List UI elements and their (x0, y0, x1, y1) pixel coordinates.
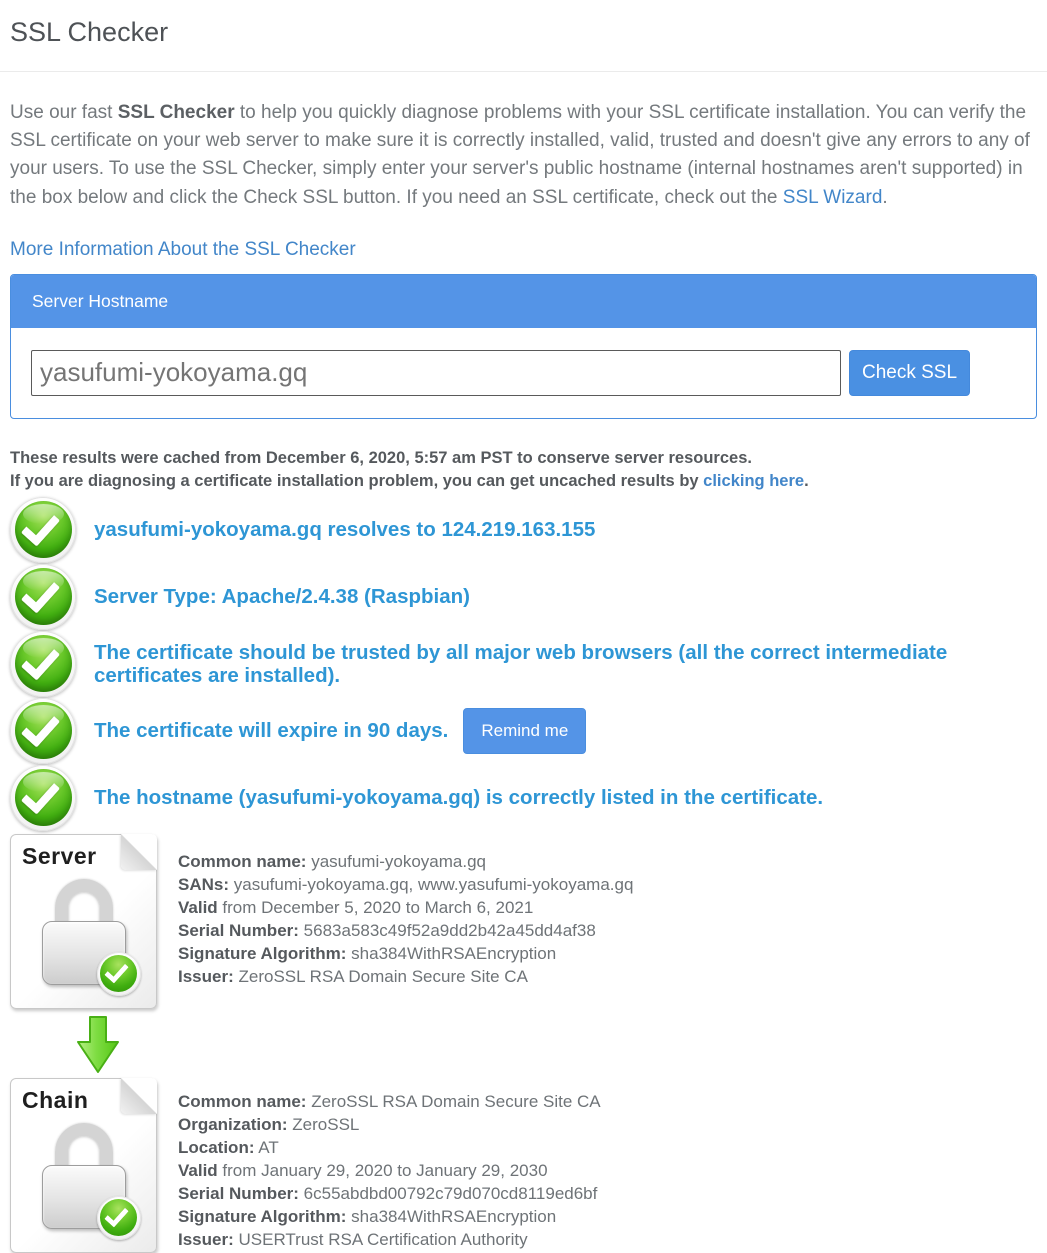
check-row-hostname-listed (10, 765, 1037, 831)
check-text: Server Type: Apache/2.4.38 (Raspbian) (94, 585, 470, 609)
cert-field (178, 965, 633, 988)
field-label: SANs: (178, 874, 230, 894)
field-value: USERTrust RSA Certification Authority (238, 1229, 528, 1249)
field-label: Valid (178, 1160, 218, 1180)
check-success-icon (97, 952, 141, 996)
chain-certificate-details (178, 1078, 601, 1253)
field-value: sha384WithRSAEncryption (351, 943, 557, 963)
cert-field (178, 1136, 601, 1159)
field-label: Organization: (178, 1114, 288, 1134)
field-value: sha384WithRSAEncryption (351, 1206, 557, 1226)
intro-text: Use our fast (10, 102, 118, 123)
chain-certificate-block (10, 1078, 1047, 1253)
field-value: from January 29, 2020 to January 29, 2030 (222, 1160, 548, 1180)
check-row-trusted (10, 631, 1037, 697)
field-label: Common name: (178, 851, 307, 871)
field-value: ZeroSSL RSA Domain Secure Site CA (311, 1091, 601, 1111)
check-success-icon (10, 564, 76, 630)
field-value: 5683a583c49f52a9dd2b42a45dd4af38 (303, 920, 596, 940)
intro-bold: SSL Checker (117, 102, 235, 123)
cert-field (178, 896, 633, 919)
cache-notice-text: . (804, 472, 809, 491)
folded-corner-icon (121, 1078, 157, 1114)
cache-notice-text: If you are diagnosing a certificate installation problem, you can get uncached results by (10, 472, 704, 491)
field-value: yasufumi-yokoyama.gq, www.yasufumi-yokoyama.gq (233, 874, 634, 894)
check-text: The certificate should be trusted by all major web browsers (all the correct intermediate certificates are installed). (94, 640, 948, 687)
intro-text: to help you quickly diagnose problems with your SSL certificate installation. You can verify the SSL certificate on your web server to make sure it is correctly installed, valid, trusted and doesn't give any errors to any of your users. To use the SSL Checker, simply enter your server's public hostname (internal hostnames aren't supported) in the box below and click the Check SSL button. If you need an SSL certificate, check out the (10, 102, 1030, 208)
padlock-icon (42, 1123, 126, 1229)
cert-field (178, 873, 633, 896)
field-value: from December 5, 2020 to March 6, 2021 (222, 897, 534, 917)
cert-field (178, 1182, 601, 1205)
field-label: Location: (178, 1137, 255, 1157)
cache-notice-line2 (10, 470, 1037, 494)
hostname-panel-header: Server Hostname (11, 275, 1036, 328)
chain-certificate-icon (10, 1078, 157, 1253)
more-info-link[interactable]: More Information About the SSL Checker (10, 238, 356, 260)
field-value: yasufumi-yokoyama.gq (311, 851, 487, 871)
check-success-icon (97, 1196, 141, 1240)
cache-notice-line1: These results were cached from December 6, 2020, 5:57 am PST to conserve server resources. (10, 448, 752, 467)
title-divider (0, 71, 1047, 72)
remind-me-button[interactable]: Remind me (463, 708, 586, 754)
page-title: SSL Checker (10, 17, 169, 47)
field-label: Issuer: (178, 1229, 234, 1249)
server-certificate-block (10, 834, 1047, 1009)
cert-field (178, 1228, 601, 1251)
cert-field (178, 919, 633, 942)
cert-field (178, 1090, 601, 1113)
check-text: yasufumi-yokoyama.gq resolves to 124.219.163.155 (94, 518, 596, 542)
field-label: Serial Number: (178, 920, 299, 940)
field-label: Signature Algorithm: (178, 1206, 347, 1226)
cert-field (178, 850, 633, 873)
cert-field (178, 1205, 601, 1228)
hostname-panel (10, 274, 1037, 419)
check-success-icon (10, 631, 76, 697)
doc-label: Chain (22, 1086, 89, 1113)
field-value: ZeroSSL (292, 1114, 360, 1134)
field-value: 6c55abdbd00792c79d070cd8119ed6bf (303, 1183, 598, 1203)
check-success-icon (10, 765, 76, 831)
folded-corner-icon (121, 834, 157, 870)
padlock-icon (42, 879, 126, 985)
field-label: Common name: (178, 1091, 307, 1111)
field-label: Signature Algorithm: (178, 943, 347, 963)
ssl-wizard-link[interactable]: SSL Wizard (782, 186, 883, 208)
cert-field (178, 1113, 601, 1136)
server-certificate-icon (10, 834, 157, 1009)
field-label: Issuer: (178, 966, 234, 986)
intro-paragraph (10, 99, 1037, 212)
cert-field (178, 942, 633, 965)
check-row-server-type (10, 564, 1037, 630)
check-row-expiry (10, 698, 1037, 764)
uncached-results-link[interactable]: clicking here (703, 472, 805, 491)
check-results-list (10, 497, 1037, 831)
hostname-input[interactable] (31, 350, 841, 396)
field-value: ZeroSSL RSA Domain Secure Site CA (238, 966, 528, 986)
field-value: AT (258, 1137, 279, 1157)
cert-field (178, 1159, 601, 1182)
check-row-resolves (10, 497, 1037, 563)
check-ssl-button[interactable]: Check SSL (849, 350, 970, 396)
hostname-panel-body (11, 328, 1036, 418)
chain-arrow-down-icon (76, 1016, 120, 1074)
check-success-icon (10, 497, 76, 563)
doc-label: Server (22, 842, 97, 869)
field-label: Serial Number: (178, 1183, 299, 1203)
server-certificate-details (178, 834, 633, 1009)
field-label: Valid (178, 897, 218, 917)
check-text: The certificate will expire in 90 days. (94, 719, 449, 743)
cache-notice (10, 447, 1037, 494)
check-text: The hostname (yasufumi-yokoyama.gq) is correctly listed in the certificate. (94, 786, 824, 810)
intro-text: . (882, 186, 888, 208)
check-success-icon (10, 698, 76, 764)
